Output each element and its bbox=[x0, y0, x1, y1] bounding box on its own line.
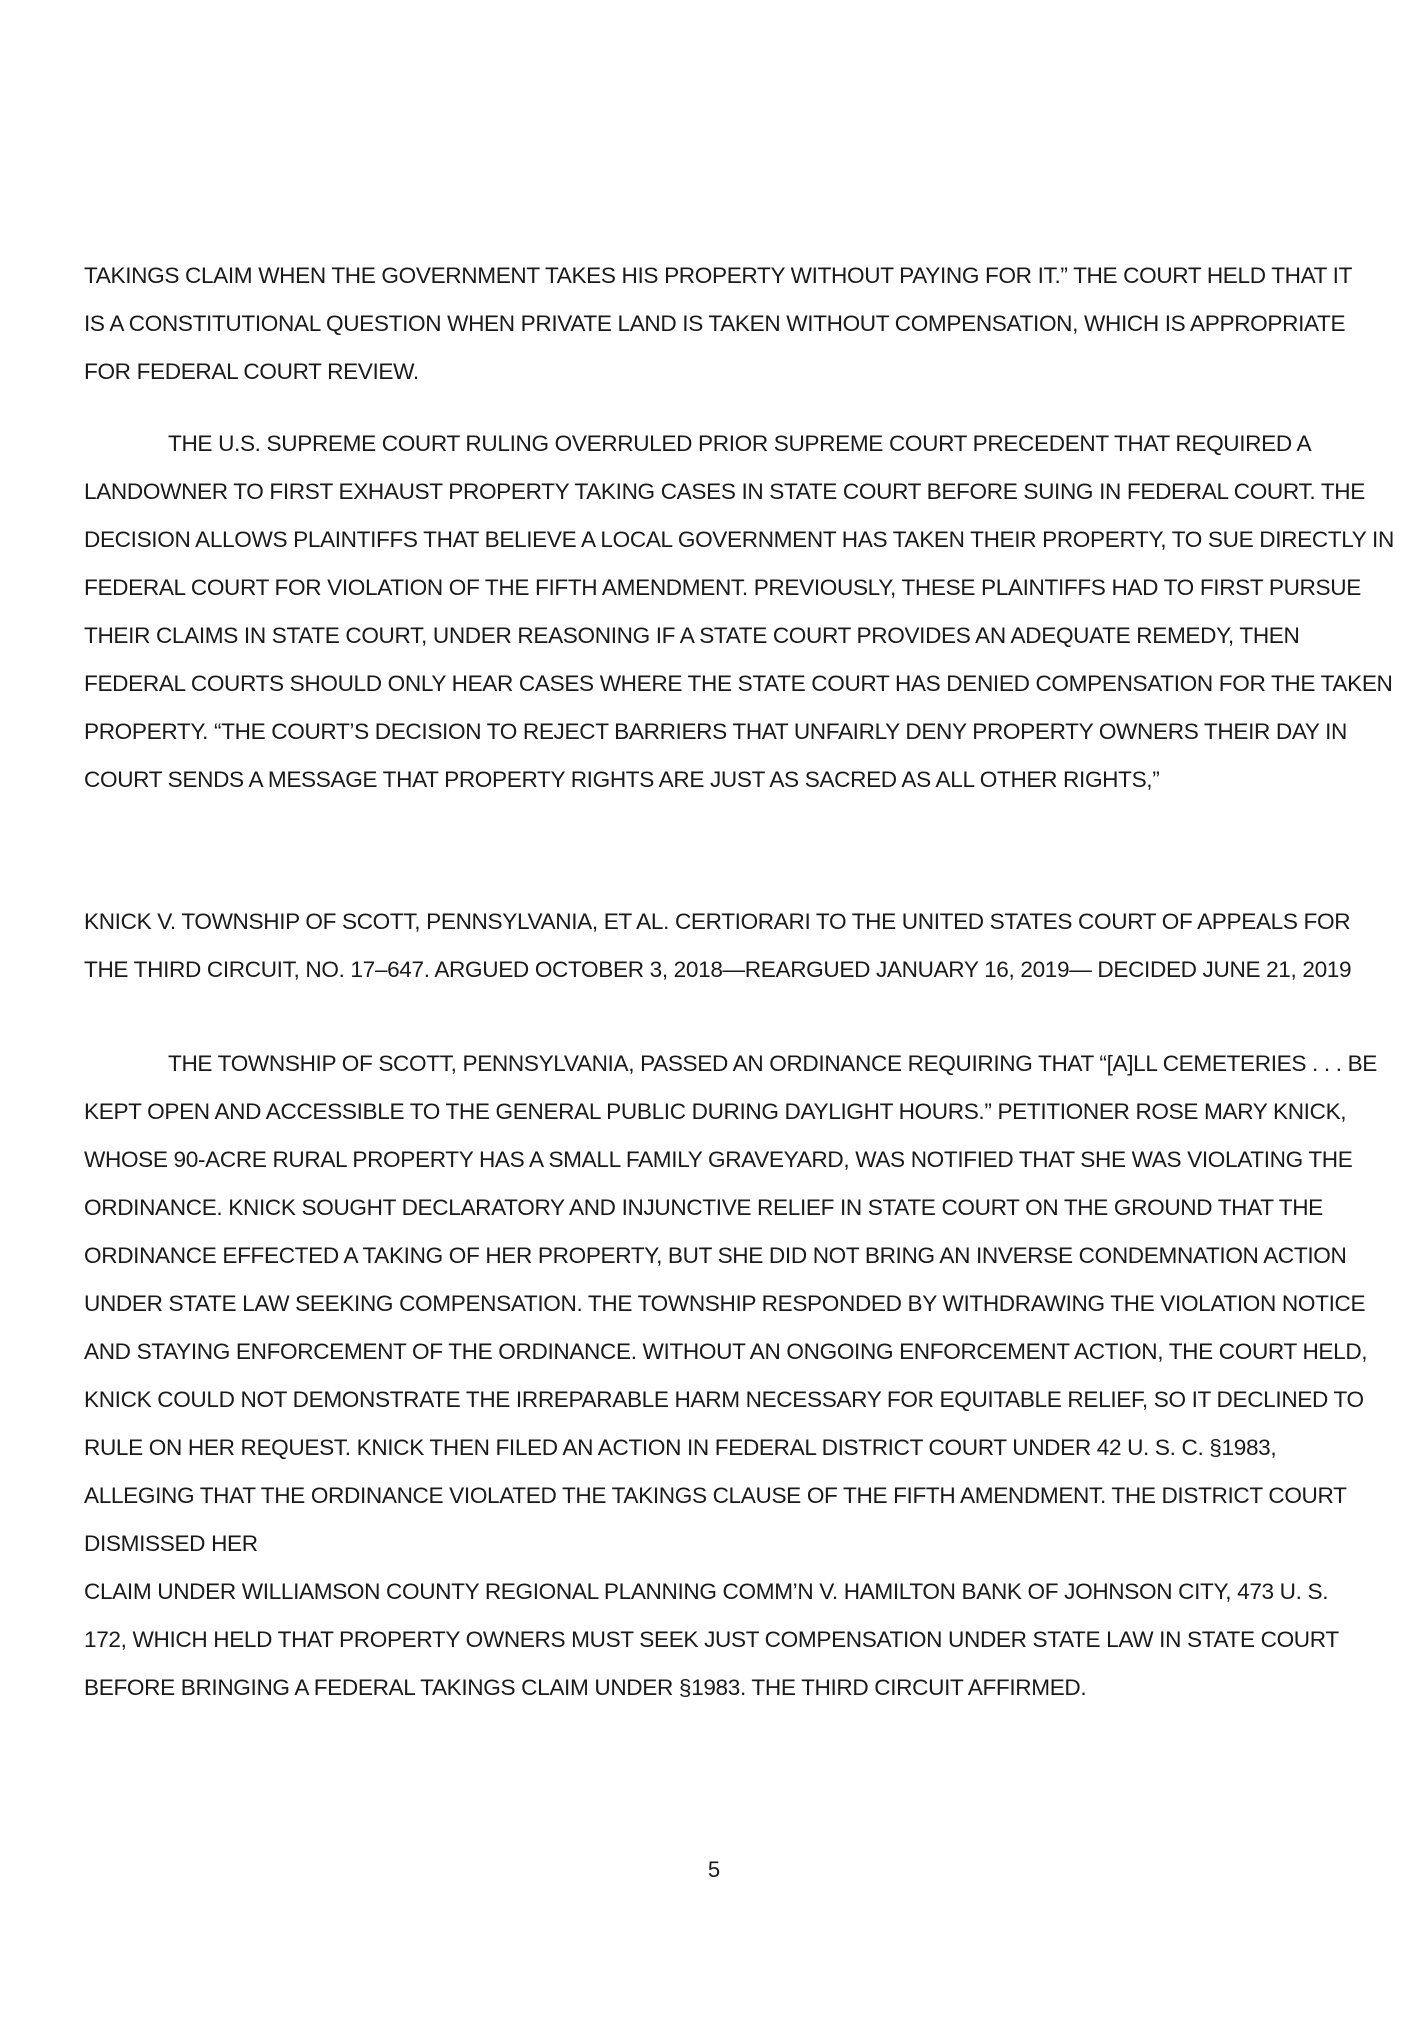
text-line: TAKINGS CLAIM WHEN THE GOVERNMENT TAKES HIS PROPERTY WITHOUT PAYING FOR IT.” THE COURT HELD THAT IT bbox=[84, 263, 1353, 288]
text-line: AND STAYING ENFORCEMENT OF THE ORDINANCE. WITHOUT AN ONGOING ENFORCEMENT ACTION, THE COURT HELD, bbox=[84, 1339, 1368, 1364]
text-line: PROPERTY. “THE COURT’S DECISION TO REJECT BARRIERS THAT UNFAIRLY DENY PROPERTY OWNERS THEIR DAY IN bbox=[84, 719, 1348, 744]
text-line: KNICK V. TOWNSHIP OF SCOTT, PENNSYLVANIA, ET AL. CERTIORARI TO THE UNITED STATES COURT OF APPEALS FOR bbox=[84, 909, 1351, 934]
paragraph-takings-claim bbox=[84, 252, 1354, 396]
text-line: CLAIM UNDER WILLIAMSON COUNTY REGIONAL PLANNING COMM’N V. HAMILTON BANK OF JOHNSON CITY, 473 U. S. bbox=[84, 1579, 1329, 1604]
text-line: DECISION ALLOWS PLAINTIFFS THAT BELIEVE A LOCAL GOVERNMENT HAS TAKEN THEIR PROPERTY, TO SUE DIRECTLY IN bbox=[84, 527, 1394, 552]
paragraph-supreme-court-ruling bbox=[84, 420, 1394, 804]
text-line: LANDOWNER TO FIRST EXHAUST PROPERTY TAKING CASES IN STATE COURT BEFORE SUING IN FEDERAL COURT. THE bbox=[84, 479, 1365, 504]
text-line: ORDINANCE. KNICK SOUGHT DECLARATORY AND INJUNCTIVE RELIEF IN STATE COURT ON THE GROUND THAT THE bbox=[84, 1195, 1323, 1220]
text-line: ORDINANCE EFFECTED A TAKING OF HER PROPERTY, BUT SHE DID NOT BRING AN INVERSE CONDEMNATION ACTION bbox=[84, 1243, 1347, 1268]
text-line: ALLEGING THAT THE ORDINANCE VIOLATED THE TAKINGS CLAUSE OF THE FIFTH AMENDMENT. THE DISTRICT COURT bbox=[84, 1483, 1347, 1508]
text-line: KEPT OPEN AND ACCESSIBLE TO THE GENERAL PUBLIC DURING DAYLIGHT HOURS.” PETITIONER ROSE MARY KNICK, bbox=[84, 1099, 1347, 1124]
text-line: 172, WHICH HELD THAT PROPERTY OWNERS MUST SEEK JUST COMPENSATION UNDER STATE LAW IN STATE COURT bbox=[84, 1627, 1339, 1652]
text-line: IS A CONSTITUTIONAL QUESTION WHEN PRIVATE LAND IS TAKEN WITHOUT COMPENSATION, WHICH IS APPROPRIATE bbox=[84, 311, 1346, 336]
text-line: THE TOWNSHIP OF SCOTT, PENNSYLVANIA, PASSED AN ORDINANCE REQUIRING THAT “[A]LL CEMETERIES . . . BE bbox=[168, 1051, 1378, 1076]
text-line: THE THIRD CIRCUIT, NO. 17–647. ARGUED OCTOBER 3, 2018—REARGUED JANUARY 16, 2019— DECIDED JUNE 21, 2019 bbox=[84, 957, 1352, 982]
text-line: UNDER STATE LAW SEEKING COMPENSATION. THE TOWNSHIP RESPONDED BY WITHDRAWING THE VIOLATION NOTICE bbox=[84, 1291, 1366, 1316]
text-line: FEDERAL COURT FOR VIOLATION OF THE FIFTH AMENDMENT. PREVIOUSLY, THESE PLAINTIFFS HAD TO FIRST PURSUE bbox=[84, 575, 1361, 600]
page-number: 5 bbox=[707, 1857, 721, 1882]
paragraph-township-ordinance bbox=[84, 1040, 1378, 1712]
text-line: FEDERAL COURTS SHOULD ONLY HEAR CASES WHERE THE STATE COURT HAS DENIED COMPENSATION FOR THE TAKEN bbox=[84, 671, 1393, 696]
text-line: DISMISSED HER bbox=[84, 1531, 258, 1556]
text-line: COURT SENDS A MESSAGE THAT PROPERTY RIGHTS ARE JUST AS SACRED AS ALL OTHER RIGHTS,” bbox=[84, 767, 1160, 792]
text-line: WHOSE 90-ACRE RURAL PROPERTY HAS A SMALL FAMILY GRAVEYARD, WAS NOTIFIED THAT SHE WAS VIOLATING THE bbox=[84, 1147, 1353, 1172]
text-line: BEFORE BRINGING A FEDERAL TAKINGS CLAIM UNDER §1983. THE THIRD CIRCUIT AFFIRMED. bbox=[84, 1675, 1087, 1700]
text-line: KNICK COULD NOT DEMONSTRATE THE IRREPARABLE HARM NECESSARY FOR EQUITABLE RELIEF, SO IT DECLINED TO bbox=[84, 1387, 1364, 1412]
text-line: FOR FEDERAL COURT REVIEW. bbox=[84, 359, 419, 384]
text-line: THEIR CLAIMS IN STATE COURT, UNDER REASONING IF A STATE COURT PROVIDES AN ADEQUATE REMEDY, THEN bbox=[84, 623, 1300, 648]
case-citation bbox=[84, 898, 1354, 994]
text-line: RULE ON HER REQUEST. KNICK THEN FILED AN ACTION IN FEDERAL DISTRICT COURT UNDER 42 U. S. C. §1983, bbox=[84, 1435, 1277, 1460]
text-line: THE U.S. SUPREME COURT RULING OVERRULED PRIOR SUPREME COURT PRECEDENT THAT REQUIRED A bbox=[168, 431, 1312, 456]
